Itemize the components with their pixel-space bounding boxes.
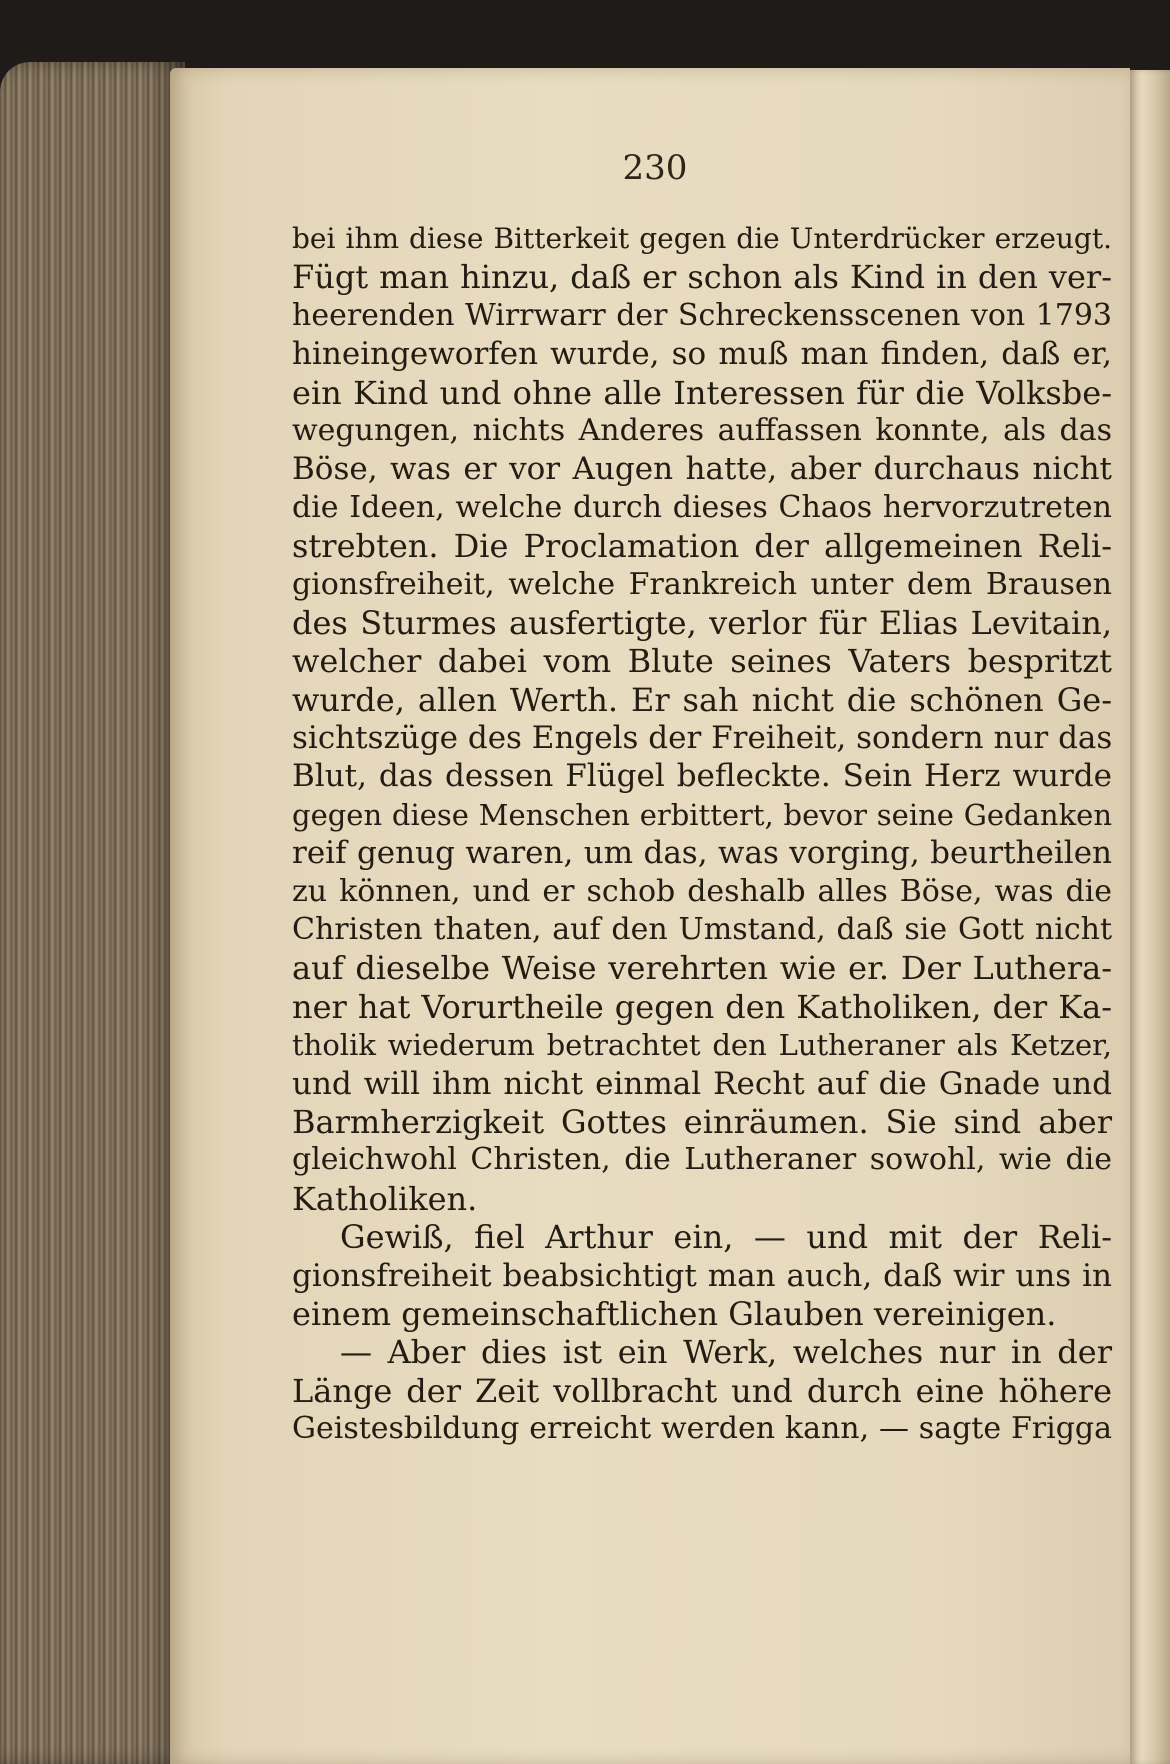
text-line: Gewiß, fiel Arthur ein, — und mit der Reli-	[340, 1218, 1112, 1257]
text-line: strebten. Die Proclamation der allgemeinen Reli-	[292, 527, 1112, 566]
text-line: heerenden Wirrwarr der Schreckensscenen von 1793	[292, 297, 1112, 333]
text-line: hineingeworfen wurde, so muß man finden, daß er,	[292, 336, 1112, 373]
text-line: ner hat Vorurtheile gegen den Katholiken, der Ka-	[292, 987, 1112, 1026]
text-line: Geistesbildung erreicht werden kann, — sagte Frigga	[292, 1411, 1112, 1447]
text-line: bei ihm diese Bitterkeit gegen die Unterdrücker erzeugt.	[292, 222, 1112, 255]
text-line: die Ideen, welche durch dieses Chaos hervorzutreten	[292, 489, 1112, 525]
text-line: Katholiken.	[292, 1179, 478, 1218]
text-line: auf dieselbe Weise verehrten wie er. Der Luthera-	[292, 949, 1112, 988]
text-line: gionsfreiheit, welche Frankreich unter dem Brausen	[292, 566, 1112, 602]
text-line: gionsfreiheit beabsichtigt man auch, daß wir uns in	[292, 1257, 1112, 1294]
text-line: einem gemeinschaftlichen Glauben vereinigen.	[292, 1294, 1057, 1333]
text-line: gleichwohl Christen, die Lutheraner sowohl, wie die	[292, 1142, 1112, 1178]
text-line: welcher dabei vom Blute seines Vaters bespritzt	[292, 642, 1112, 681]
book-page-edges	[0, 62, 185, 1764]
text-line: reif genug waren, um das, was vorging, beurtheilen	[292, 835, 1112, 872]
text-line: tholik wiederum betrachtet den Lutheraner als Ketzer,	[292, 1028, 1112, 1063]
text-line: Fügt man hinzu, daß er schon als Kind in den ver-	[292, 258, 1112, 297]
text-line: wurde, allen Werth. Er sah nicht die schönen Ge-	[292, 680, 1112, 719]
next-page-edge	[1130, 70, 1170, 1764]
text-line: ein Kind und ohne alle Interessen für die Volksbe-	[292, 373, 1112, 412]
text-line: Böse, was er vor Augen hatte, aber durchaus nicht	[292, 451, 1112, 488]
text-line: wegungen, nichts Anderes auffassen konnte, als das	[292, 412, 1112, 448]
text-line: Barmherzigkeit Gottes einräumen. Sie sind aber	[292, 1102, 1112, 1141]
text-line: sichtszüge des Engels der Freiheit, sondern nur das	[292, 720, 1113, 757]
text-line: Blut, das dessen Flügel befleckte. Sein Herz wurde	[292, 758, 1112, 795]
text-line: Länge der Zeit vollbracht und durch eine höhere	[292, 1371, 1112, 1410]
text-line: gegen diese Menschen erbittert, bevor seine Gedanken	[292, 797, 1112, 832]
body-text	[292, 220, 1112, 1449]
text-line: zu können, und er schob deshalb alles Böse, was die	[292, 873, 1112, 909]
text-line: des Sturmes ausfertigte, verlor für Elias Levitain,	[292, 603, 1112, 642]
text-line: — Aber dies ist ein Werk, welches nur in der	[340, 1333, 1112, 1372]
text-line: und will ihm nicht einmal Recht auf die Gnade und	[292, 1065, 1112, 1102]
page-number: 230	[622, 148, 688, 188]
text-line: Christen thaten, auf den Umstand, daß sie Gott nicht	[292, 912, 1112, 948]
